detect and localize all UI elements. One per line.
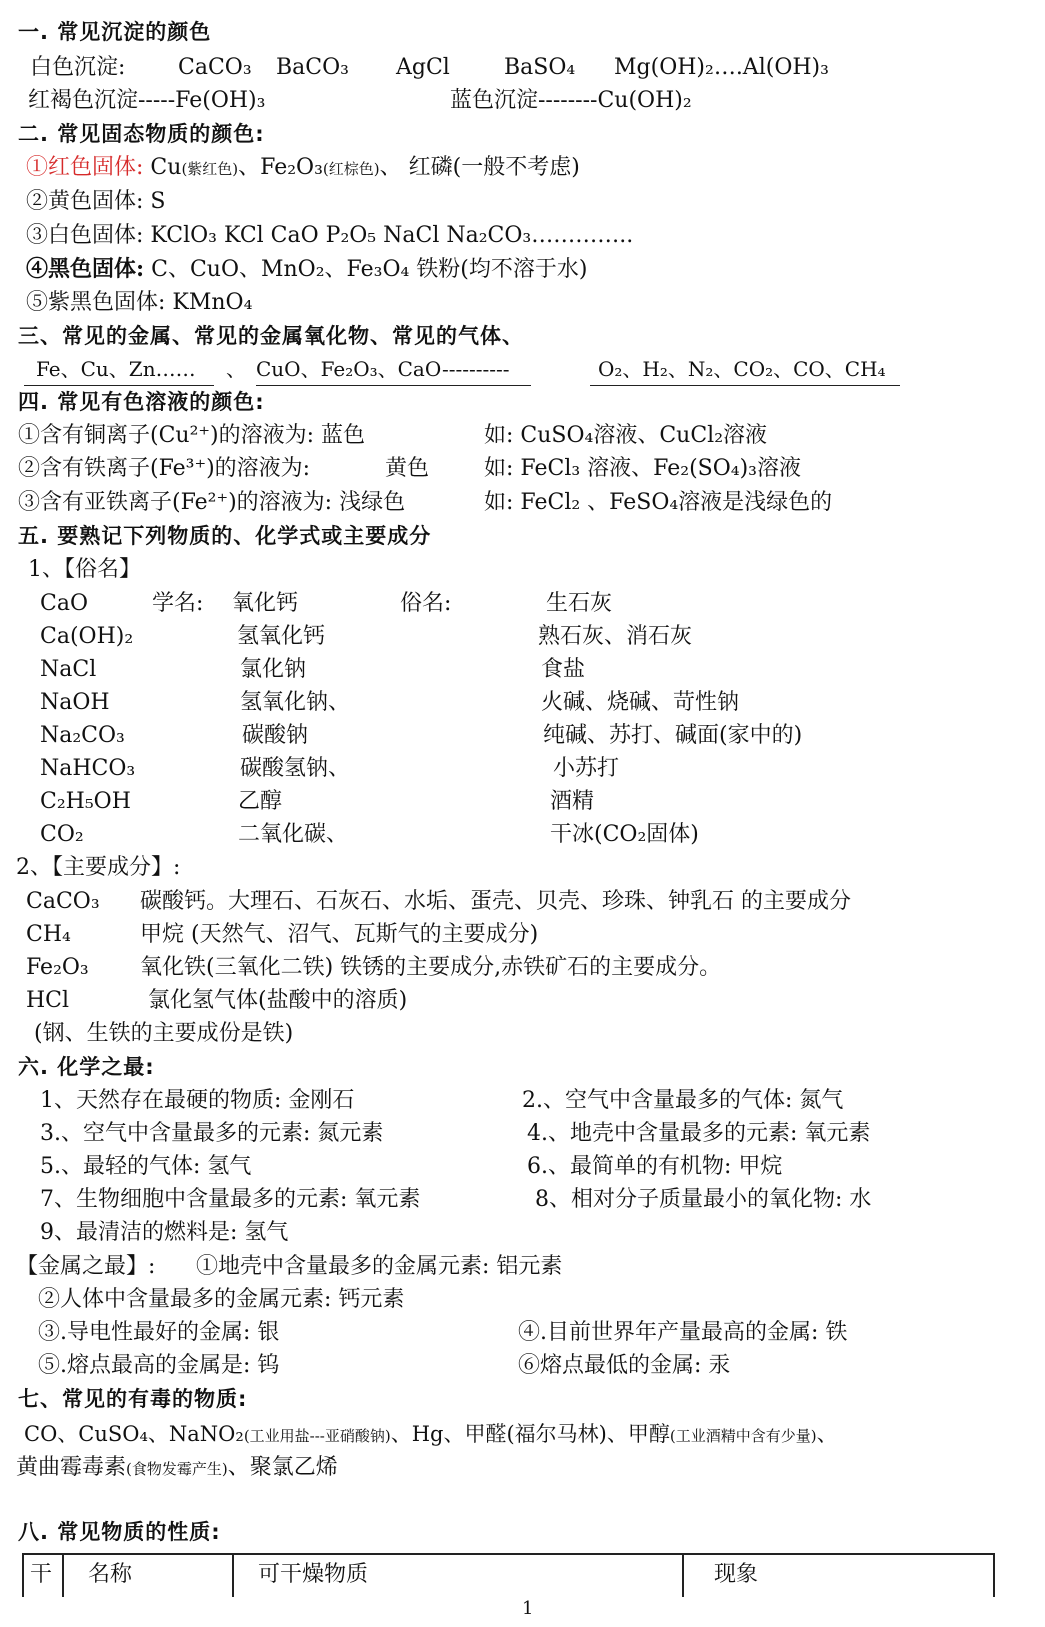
common-names-heading: 1、【俗名】 xyxy=(28,557,141,582)
superlative-item: 3.、空气中含量最多的元素: 氮元素 xyxy=(40,1121,384,1146)
formula: NaOH xyxy=(40,690,110,715)
metal-superlatives-heading: 【金属之最】: xyxy=(16,1254,156,1279)
common-name: 火碱、烧碱、苛性钠 xyxy=(541,690,740,715)
metal-superlative-item: ⑥熔点最低的金属: 汞 xyxy=(518,1353,731,1378)
red-solid-cu-note: (紫红色) xyxy=(181,160,239,178)
section-7-title: 七、常见的有毒的物质: xyxy=(18,1387,248,1411)
common-name: 生石灰 xyxy=(546,591,613,616)
toxic-items-b: 、Hg、甲醛(福尔马林)、甲醇 xyxy=(390,1422,670,1446)
formula: CH₄ xyxy=(26,922,71,947)
section-1-title: 一. 常见沉淀的颜色 xyxy=(18,20,212,44)
formula: CO₂ xyxy=(40,822,84,847)
red-solid-fe2o3-note: (红棕色) xyxy=(322,160,380,178)
toxic-items-c: 、 xyxy=(816,1422,838,1446)
iron3-ion-solution: ②含有铁离子(Fe³⁺)的溶液为: xyxy=(18,456,311,481)
superlative-item: 1、天然存在最硬的物质: 金刚石 xyxy=(40,1088,355,1113)
scientific-name: 乙醇 xyxy=(238,789,283,814)
section-6-title: 六. 化学之最: xyxy=(18,1055,155,1079)
main-component-desc: 氯化氢气体(盐酸中的溶质) xyxy=(148,988,408,1013)
common-name-header: 俗名: xyxy=(400,591,452,616)
section-4-title: 四. 常见有色溶液的颜色: xyxy=(18,390,265,414)
black-solid-label: ④黑色固体: xyxy=(26,256,145,282)
precipitate-item: Mg(OH)₂….Al(OH)₃ xyxy=(614,55,829,80)
table-header-name: 名称 xyxy=(64,1555,234,1597)
toxic-substances-line-2 xyxy=(16,1452,338,1485)
precipitate-item: BaSO₄ xyxy=(504,55,576,80)
formula: NaCl xyxy=(40,657,97,682)
scientific-name: 碳酸氢钠、 xyxy=(240,756,351,781)
superlative-item: 4.、地壳中含量最多的元素: 氧元素 xyxy=(527,1121,871,1146)
formula: Ca(OH)₂ xyxy=(40,624,134,649)
section-3-title: 三、常见的金属、常见的金属氧化物、常见的气体、 xyxy=(18,324,524,348)
precipitate-item: BaCO₃ xyxy=(276,55,349,80)
metal-superlative-item: ③.导电性最好的金属: 银 xyxy=(38,1320,280,1345)
iron2-ion-example: 如: FeCl₂ 、FeSO₄溶液是浅绿色的 xyxy=(484,490,833,515)
main-component-desc: 氧化铁(三氧化二铁) 铁锈的主要成分,赤铁矿石的主要成分。 xyxy=(140,955,722,980)
red-solid-cu: Cu xyxy=(150,155,182,180)
iron-note: (钢、生铁的主要成份是铁) xyxy=(34,1021,294,1046)
yellow-solid-line: ②黄色固体: S xyxy=(26,189,166,214)
toxic-pvc: 、聚氯乙烯 xyxy=(227,1455,338,1480)
scientific-name: 氢氧化钙 xyxy=(237,624,326,649)
precipitate-item: CaCO₃ xyxy=(178,55,252,80)
scientific-name: 二氧化碳、 xyxy=(238,822,349,847)
table-header-phenomenon: 现象 xyxy=(714,1562,759,1587)
superlative-item: 8、相对分子质量最小的氧化物: 水 xyxy=(535,1187,872,1212)
common-name: 酒精 xyxy=(550,789,595,814)
red-solid-line xyxy=(26,152,580,185)
main-component-desc: 碳酸钙。大理石、石灰石、水垢、蛋壳、贝壳、珍珠、钟乳石 的主要成分 xyxy=(140,889,851,914)
table-header-dry: 干 xyxy=(24,1555,64,1597)
iron3-ion-color: 黄色 xyxy=(385,456,430,481)
superlative-item: 2.、空气中含量最多的气体: 氮气 xyxy=(522,1088,844,1113)
common-oxides: CuO、Fe₂O₃、CaO---------- xyxy=(256,354,531,386)
toxic-note-methanol: (工业酒精中含有少量) xyxy=(669,1427,817,1445)
table-header-dryable: 可干燥物质 xyxy=(234,1555,684,1597)
iron3-ion-example: 如: FeCl₃ 溶液、Fe₂(SO₄)₃溶液 xyxy=(484,456,801,481)
metal-superlative-item: ⑤.熔点最高的金属是: 钨 xyxy=(38,1353,280,1378)
common-name: 纯碱、苏打、碱面(家中的) xyxy=(543,723,803,748)
blue-precipitate: 蓝色沉淀--------Cu(OH)₂ xyxy=(450,88,692,113)
scientific-name-header: 学名: xyxy=(152,591,204,616)
section-8-title: 八. 常见物质的性质: xyxy=(18,1520,221,1544)
common-name: 干冰(CO₂固体) xyxy=(550,822,699,847)
toxic-items-a: CO、CuSO₄、NaNO₂ xyxy=(24,1422,244,1446)
redbrown-precipitate: 红褐色沉淀-----Fe(OH)₃ xyxy=(28,88,266,113)
toxic-aflatoxin: 黄曲霉毒素 xyxy=(16,1455,127,1480)
superlative-item: 6.、最简单的有机物: 甲烷 xyxy=(527,1154,783,1179)
separator: 、 xyxy=(226,357,246,381)
superlative-item: 5.、最轻的气体: 氢气 xyxy=(40,1154,252,1179)
formula: C₂H₅OH xyxy=(40,789,131,814)
formula: CaCO₃ xyxy=(26,889,100,914)
scientific-name: 氯化钠 xyxy=(240,657,307,682)
section-2-title: 二. 常见固态物质的颜色: xyxy=(18,122,265,146)
common-name: 熟石灰、消石灰 xyxy=(538,624,693,649)
metal-superlative-item: ①地壳中含量最多的金属元素: 铝元素 xyxy=(196,1254,563,1279)
scientific-name: 氢氧化钠、 xyxy=(240,690,351,715)
formula: Na₂CO₃ xyxy=(40,723,125,748)
common-name: 食盐 xyxy=(541,657,586,682)
black-solid-items: C、CuO、MnO₂、Fe₃O₄ 铁粉(均不溶于水) xyxy=(144,257,588,282)
section-5-title: 五. 要熟记下列物质的、化学式或主要成分 xyxy=(18,524,432,548)
red-solid-fe2o3: 、Fe₂O₃ xyxy=(238,155,323,180)
purple-black-solid-line: ⑤紫黑色固体: KMnO₄ xyxy=(26,290,253,315)
properties-table xyxy=(22,1553,995,1597)
superlative-item: 7、生物细胞中含量最多的元素: 氧元素 xyxy=(40,1187,421,1212)
metal-superlative-item: ②人体中含量最多的金属元素: 钙元素 xyxy=(38,1287,405,1312)
formula: Fe₂O₃ xyxy=(26,955,89,980)
common-metals: Fe、Cu、Zn…… xyxy=(24,354,214,386)
scientific-name: 碳酸钠 xyxy=(242,723,309,748)
page-number: 1 xyxy=(522,1598,534,1619)
common-gases: O₂、H₂、N₂、CO₂、CO、CH₄ xyxy=(590,354,900,386)
black-solid-line xyxy=(26,253,587,286)
iron2-ion-solution: ③含有亚铁离子(Fe²⁺)的溶液为: 浅绿色 xyxy=(18,490,406,515)
metal-superlative-item: ④.目前世界年产量最高的金属: 铁 xyxy=(518,1320,848,1345)
red-solid-rest: 、 红磷(一般不考虑) xyxy=(379,155,580,180)
formula: NaHCO₃ xyxy=(40,756,136,781)
formula: CaO xyxy=(40,591,88,616)
common-name: 小苏打 xyxy=(553,756,620,781)
white-precipitate-label: 白色沉淀: xyxy=(30,55,126,80)
red-solid-label: ①红色固体: xyxy=(26,155,144,180)
toxic-note-nano2: (工业用盐---亚硝酸钠) xyxy=(243,1427,391,1445)
copper-ion-solution: ①含有铜离子(Cu²⁺)的溶液为: 蓝色 xyxy=(18,423,366,448)
main-components-heading: 2、【主要成分】: xyxy=(16,855,181,880)
toxic-substances-line-1 xyxy=(24,1418,838,1452)
main-component-desc: 甲烷 (天然气、沼气、瓦斯气的主要成分) xyxy=(140,922,539,947)
white-solid-line: ③白色固体: KClO₃ KCl CaO P₂O₅ NaCl Na₂CO₃………….. xyxy=(26,223,634,248)
toxic-note-aflatoxin: (食物发霉产生) xyxy=(126,1460,228,1478)
formula: HCl xyxy=(26,988,70,1013)
precipitate-item: AgCl xyxy=(396,55,450,80)
superlative-item: 9、最清洁的燃料是: 氢气 xyxy=(40,1220,289,1245)
copper-ion-example: 如: CuSO₄溶液、CuCl₂溶液 xyxy=(484,423,768,448)
scientific-name: 氧化钙 xyxy=(232,591,299,616)
